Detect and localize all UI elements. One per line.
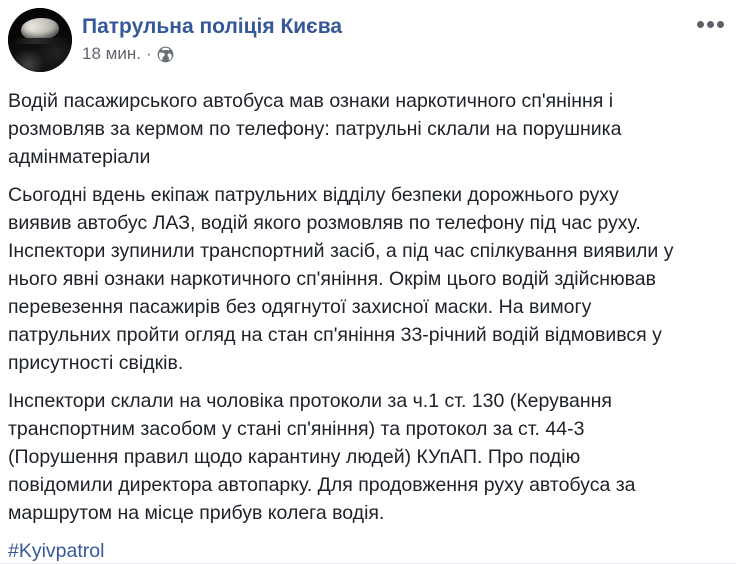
post-meta bbox=[82, 44, 342, 64]
page-name-link[interactable]: Патрульна поліція Києва bbox=[82, 15, 343, 38]
header-info bbox=[82, 8, 342, 64]
globe-icon bbox=[157, 46, 174, 63]
post-paragraph: Сьогодні вдень екіпаж патрульних відділу безпеки дорожнього руху виявив автобус ЛАЗ, водій якого розмовляв по телефону під час руху. Інспектори зупинили транспортний засіб, а під час спілкування виявили у нього явні ознаки наркотичного сп'яніння. Окрім цього водій здійснював перевезення пасажирів без одягнутої захисної маски. На вимогу патрульних пройти огляд на стан сп'яніння 33-річний водій відмовився у присутності свідків. bbox=[8, 184, 674, 374]
post-options-button[interactable] bbox=[692, 12, 728, 36]
post-header bbox=[0, 0, 736, 72]
ellipsis-icon bbox=[707, 21, 714, 28]
avatar-image bbox=[8, 8, 72, 72]
post-paragraph: Водій пасажирського автобуса мав ознаки наркотичного сп'яніння і розмовляв за кермом по телефону: патрульні склали на порушника адмінматеріали bbox=[8, 90, 622, 168]
ellipsis-icon bbox=[697, 21, 704, 28]
meta-separator: · bbox=[145, 44, 152, 63]
page-avatar[interactable] bbox=[8, 8, 72, 72]
avatar-band bbox=[16, 38, 64, 44]
post-body bbox=[0, 72, 708, 564]
post-paragraph: Інспектори склали на чоловіка протоколи за ч.1 ст. 130 (Керування транспортним засобом у стані сп'яніння) та протокол за ст. 44-3 (Порушення правил щодо карантину людей) КУпАП. Про подію повідомили директора автопарку. Для продовження руху автобуса за маршрутом на місце прибув колега водія. bbox=[8, 390, 636, 524]
timestamp-link[interactable]: 18 мин. bbox=[82, 44, 141, 63]
hashtag-link[interactable]: #Kyivpatrol bbox=[8, 540, 105, 562]
ellipsis-icon bbox=[717, 21, 724, 28]
